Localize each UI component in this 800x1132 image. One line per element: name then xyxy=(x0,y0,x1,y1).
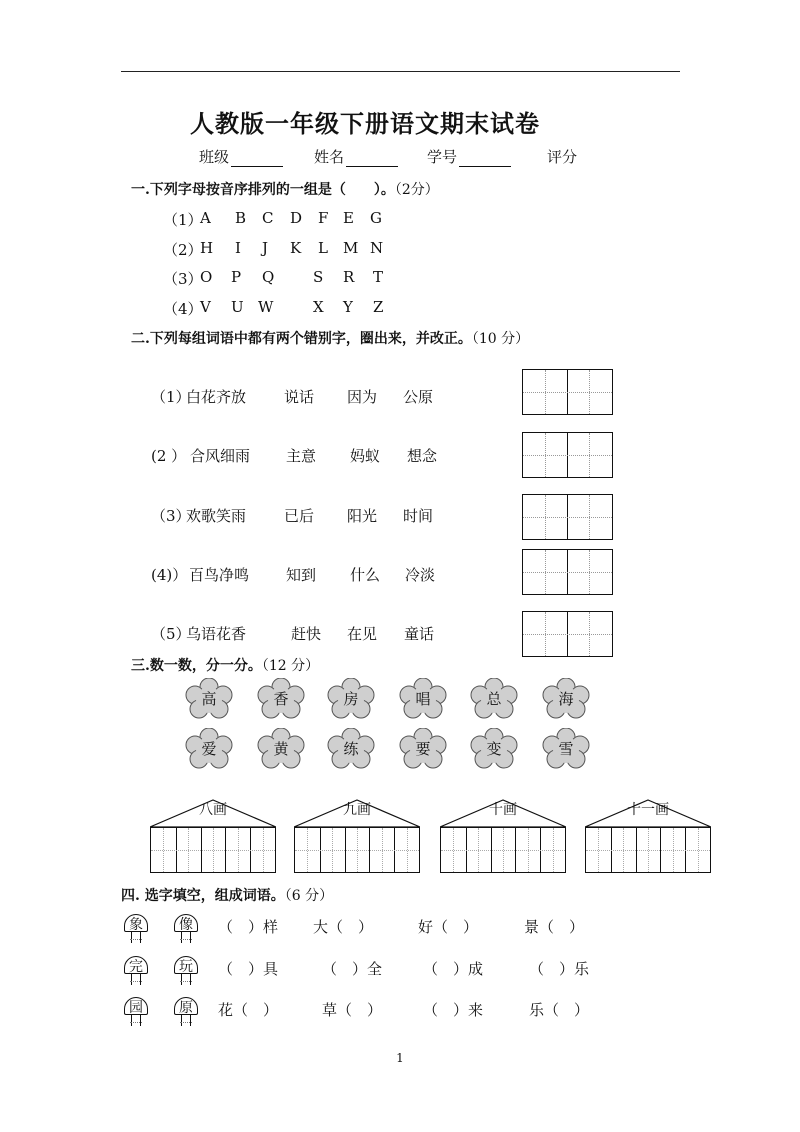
flower-card[interactable] xyxy=(398,678,448,720)
mushroom-cap: 玩 xyxy=(174,956,198,974)
option-letter: M xyxy=(343,239,359,257)
row-number: （1） xyxy=(151,388,191,406)
house-grid[interactable] xyxy=(440,827,566,873)
word: 童话 xyxy=(404,625,435,643)
flower-char: 香 xyxy=(273,690,289,708)
option-letter: T xyxy=(373,268,384,286)
row-number: (4)） xyxy=(151,566,188,584)
flower-char: 要 xyxy=(415,740,431,758)
fill-blank-item[interactable]: （ ）成 xyxy=(423,960,484,978)
flower-card[interactable] xyxy=(469,678,519,720)
option-number: （4） xyxy=(163,300,203,318)
option-letter: I xyxy=(235,239,241,257)
section-3-heading: 三.数一数，分一分。（12 分） xyxy=(131,658,320,674)
word: 赶快 xyxy=(291,625,322,643)
house-label: 十一画 xyxy=(627,802,669,818)
fill-blank-item[interactable]: （ ）样 xyxy=(218,918,279,936)
option-letter: W xyxy=(258,298,274,316)
flower-card[interactable] xyxy=(184,728,234,770)
mushroom-char[interactable] xyxy=(174,914,198,948)
score-label: 评分 xyxy=(547,148,578,166)
fill-blank-item[interactable]: 草（ ） xyxy=(322,1001,383,1019)
house-label: 八画 xyxy=(199,802,227,818)
option-letter: K xyxy=(290,239,302,257)
fill-blank-item[interactable]: （ ）具 xyxy=(218,960,279,978)
word: 阳光 xyxy=(347,507,378,525)
stroke-house xyxy=(585,799,711,873)
option-number: （1） xyxy=(163,211,203,229)
correction-grid[interactable] xyxy=(522,494,613,540)
section-2-heading: 二.下列每组词语中都有两个错别字，圈出来，并改正。（10 分） xyxy=(131,331,530,347)
header-rule xyxy=(121,71,680,72)
row-number: (2 ） xyxy=(151,447,187,465)
option-letter: G xyxy=(370,209,382,227)
flower-card[interactable] xyxy=(541,678,591,720)
fill-blank-item[interactable]: 花（ ） xyxy=(218,1001,279,1019)
word: 主意 xyxy=(286,447,317,465)
option-letter: F xyxy=(318,209,329,227)
option-letter: U xyxy=(231,298,244,316)
fill-blank-item[interactable]: （ ）全 xyxy=(322,960,383,978)
house-grid[interactable] xyxy=(294,827,420,873)
stroke-house xyxy=(294,799,420,873)
word: 已后 xyxy=(284,507,315,525)
page-number: 1 xyxy=(396,1051,404,1065)
flower-char: 爱 xyxy=(201,740,217,758)
house-label: 九画 xyxy=(343,802,371,818)
option-letter: S xyxy=(313,268,324,286)
word: 想念 xyxy=(407,447,438,465)
fill-blank-item[interactable]: （ ）乐 xyxy=(529,960,590,978)
row-number: （3） xyxy=(151,507,191,525)
option-letter: Y xyxy=(343,298,353,316)
mushroom-cap: 像 xyxy=(174,914,198,932)
page-title: 人教版一年级下册语文期末试卷 xyxy=(190,109,540,138)
flower-card[interactable] xyxy=(541,728,591,770)
option-letter: J xyxy=(262,239,269,257)
flower-char: 雪 xyxy=(558,740,574,758)
word: 欢歌笑雨 xyxy=(186,507,247,525)
mushroom-char[interactable] xyxy=(124,997,148,1031)
option-letter: R xyxy=(343,268,355,286)
word: 在见 xyxy=(347,625,378,643)
option-letter: C xyxy=(262,209,274,227)
correction-grid[interactable] xyxy=(522,369,613,415)
class-field[interactable]: 班级 xyxy=(199,146,283,167)
flower-char: 房 xyxy=(343,690,359,708)
option-letter: A xyxy=(200,209,211,227)
flower-card[interactable] xyxy=(256,678,306,720)
option-letter: Q xyxy=(262,268,275,286)
option-letter: O xyxy=(200,268,213,286)
option-letter: V xyxy=(200,298,211,316)
mushroom-cap: 原 xyxy=(174,997,198,1015)
mushroom-cap: 园 xyxy=(124,997,148,1015)
word: 合风细雨 xyxy=(190,447,251,465)
flower-card[interactable] xyxy=(398,728,448,770)
word: 知到 xyxy=(286,566,317,584)
option-letter: D xyxy=(290,209,303,227)
flower-card[interactable] xyxy=(256,728,306,770)
correction-grid[interactable] xyxy=(522,432,613,478)
flower-char: 总 xyxy=(486,690,502,708)
flower-card[interactable] xyxy=(184,678,234,720)
option-letter: N xyxy=(370,239,384,257)
stroke-house xyxy=(440,799,566,873)
row-number: （5） xyxy=(151,625,191,643)
option-number: （2） xyxy=(163,241,203,259)
mushroom-char[interactable] xyxy=(174,956,198,990)
word: 什么 xyxy=(350,566,381,584)
word: 时间 xyxy=(403,507,434,525)
word: 冷淡 xyxy=(405,566,436,584)
fill-blank-item[interactable]: 乐（ ） xyxy=(529,1001,590,1019)
flower-char: 练 xyxy=(343,740,359,758)
fill-blank-item[interactable]: （ ）来 xyxy=(423,1001,484,1019)
word: 因为 xyxy=(347,388,378,406)
section-4-heading: 四. 选字填空，组成词语。（6 分） xyxy=(121,888,334,904)
flower-card[interactable] xyxy=(326,678,376,720)
student-id-field[interactable]: 学号 xyxy=(427,146,511,167)
stroke-house xyxy=(150,799,276,873)
word: 白花齐放 xyxy=(186,388,247,406)
name-field[interactable]: 姓名 xyxy=(314,146,398,167)
fill-blank-item[interactable]: 大（ ） xyxy=(313,918,374,936)
flower-char: 变 xyxy=(486,740,502,758)
word: 公原 xyxy=(403,388,434,406)
option-letter: L xyxy=(318,239,328,257)
section-1-heading: 一.下列字母按音序排列的一组是（ ）。（2分） xyxy=(131,182,439,198)
flower-char: 黄 xyxy=(273,740,289,758)
mushroom-char[interactable] xyxy=(124,914,148,948)
flower-card[interactable] xyxy=(326,728,376,770)
fill-blank-item[interactable]: 好（ ） xyxy=(418,918,479,936)
option-letter: B xyxy=(235,209,247,227)
option-letter: H xyxy=(200,239,214,257)
flower-char: 海 xyxy=(558,690,574,708)
house-grid[interactable] xyxy=(150,827,276,873)
correction-grid[interactable] xyxy=(522,549,613,595)
option-letter: P xyxy=(231,268,242,286)
option-letter: E xyxy=(343,209,354,227)
word: 乌语花香 xyxy=(186,625,247,643)
house-label: 十画 xyxy=(489,802,517,818)
option-letter: X xyxy=(313,298,324,316)
mushroom-char[interactable] xyxy=(124,956,148,990)
word: 百鸟净鸣 xyxy=(189,566,250,584)
word: 说话 xyxy=(284,388,315,406)
mushroom-cap: 完 xyxy=(124,956,148,974)
mushroom-cap: 象 xyxy=(124,914,148,932)
flower-char: 唱 xyxy=(415,690,431,708)
fill-blank-item[interactable]: 景（ ） xyxy=(524,918,585,936)
house-grid[interactable] xyxy=(585,827,711,873)
option-letter: Z xyxy=(373,298,384,316)
flower-char: 高 xyxy=(201,690,217,708)
option-number: （3） xyxy=(163,270,203,288)
flower-card[interactable] xyxy=(469,728,519,770)
word: 妈蚁 xyxy=(350,447,381,465)
mushroom-char[interactable] xyxy=(174,997,198,1031)
correction-grid[interactable] xyxy=(522,611,613,657)
